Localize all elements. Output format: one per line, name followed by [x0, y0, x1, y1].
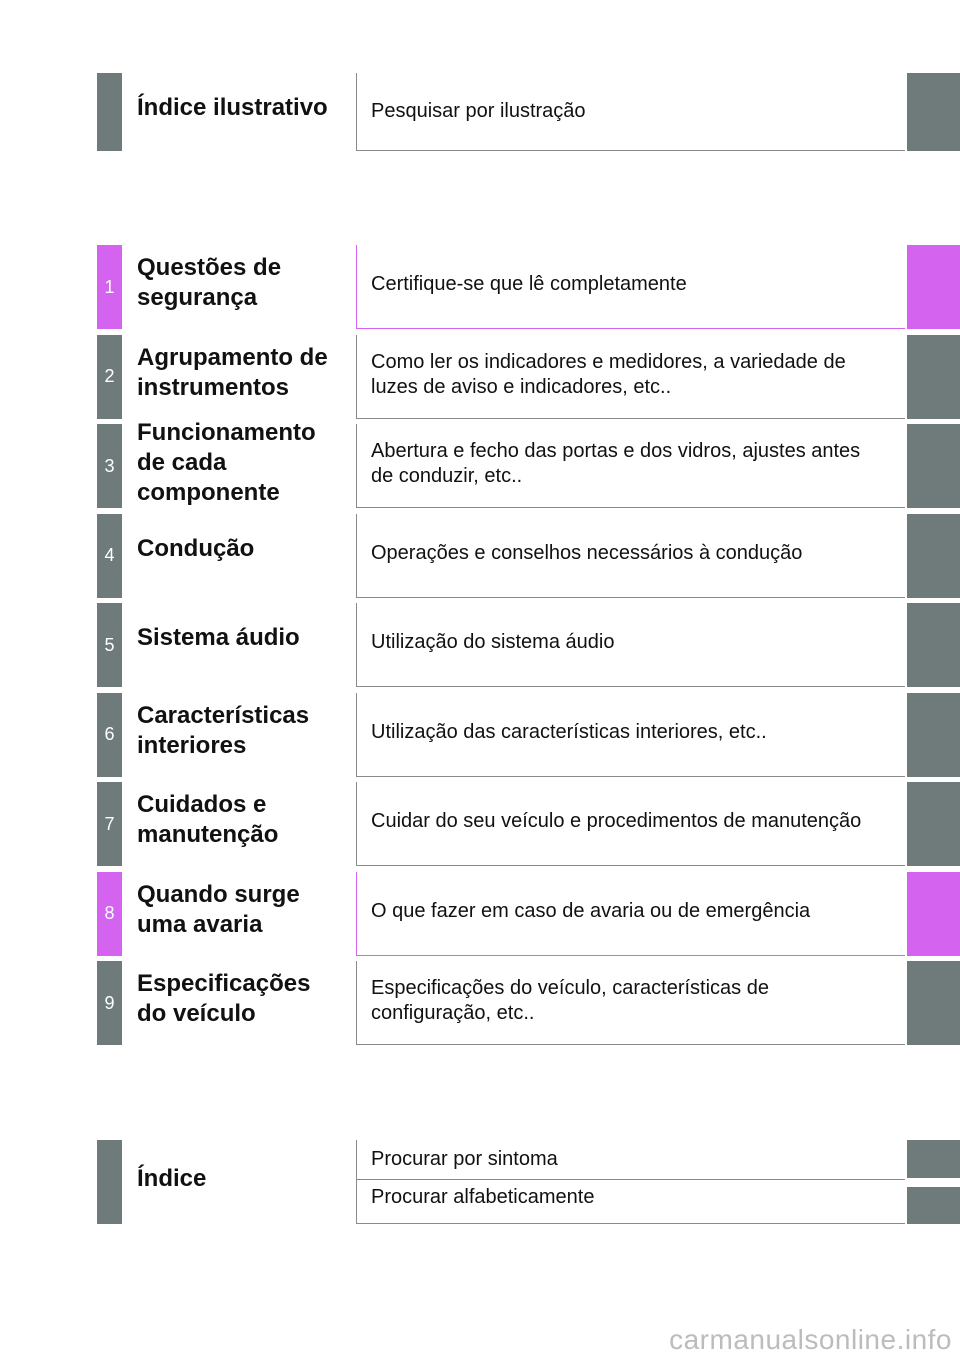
chapter-title-line: do veículo [137, 1000, 256, 1027]
chapter-description-line: Utilização das características interiores, etc.. [371, 720, 767, 743]
chapter-number: 3 [97, 424, 122, 508]
illustrated-index-marker [97, 73, 122, 151]
watermark: carmanualsonline.info [669, 1324, 952, 1355]
chapter-title [137, 253, 347, 313]
chapter-tab-5[interactable] [907, 603, 960, 687]
chapter-number: 4 [97, 514, 122, 598]
chapter-title [137, 534, 347, 564]
chapter-description-box [356, 782, 905, 866]
chapter-description-line: Cuidar do seu veículo e procedimentos de manutenção [371, 810, 862, 832]
illustrated-index-row[interactable] [0, 73, 960, 151]
chapter-description-line: Especificações do veículo, características de [371, 977, 769, 999]
chapter-description [371, 541, 903, 566]
chapter-row-9[interactable] [0, 961, 960, 1045]
chapter-title-line: Sistema áudio [137, 624, 300, 651]
index-row [0, 1140, 960, 1224]
chapter-tab-7[interactable] [907, 782, 960, 866]
chapter-title-line: Questões de [137, 254, 282, 281]
chapter-description [371, 439, 903, 489]
chapter-row-3[interactable] [0, 419, 960, 508]
chapter-description-box [356, 961, 905, 1045]
chapter-row-4[interactable] [0, 514, 960, 598]
index-marker [97, 1140, 122, 1224]
chapter-title-line: componente [137, 479, 280, 506]
chapter-description [371, 809, 903, 834]
chapter-title [137, 880, 347, 940]
index-tab-alphabetical[interactable] [907, 1187, 960, 1224]
chapter-title [137, 701, 347, 761]
chapter-row-8[interactable] [0, 872, 960, 956]
chapter-title [137, 790, 347, 850]
chapter-description-box [356, 245, 905, 329]
chapter-description-line: Operações e conselhos necessários à condução [371, 541, 803, 564]
chapter-title [137, 343, 347, 403]
index-item-symptom-label: Procurar por sintoma [371, 1148, 558, 1170]
chapter-tab-8[interactable] [907, 872, 960, 956]
chapter-description [371, 350, 903, 400]
chapter-description [371, 630, 903, 655]
chapter-description-box [356, 693, 905, 777]
chapter-number: 9 [97, 961, 122, 1045]
chapter-number: 5 [97, 603, 122, 687]
chapter-description-line: Abertura e fecho das portas e dos vidros, ajustes antes [371, 440, 861, 462]
index-tab-symptom[interactable] [907, 1140, 960, 1178]
illustrated-index-description: Pesquisar por ilustração [371, 100, 586, 122]
illustrated-index-tab[interactable] [907, 73, 960, 151]
chapter-tab-1[interactable] [907, 245, 960, 329]
chapter-description [371, 976, 903, 1026]
chapter-title [137, 418, 347, 508]
chapter-title-line: Quando surge [137, 880, 300, 908]
chapter-description-line: Certifique-se que lê completamente [371, 273, 687, 295]
chapter-description-box [356, 335, 905, 419]
chapter-description-box [356, 603, 905, 687]
chapter-title [137, 623, 347, 653]
chapter-title-line: manutenção [137, 821, 279, 848]
chapter-description-box [356, 424, 905, 508]
chapter-description-line: Como ler os indicadores e medidores, a variedade de [371, 350, 846, 373]
chapter-number: 8 [97, 872, 122, 956]
chapter-title-line: Funcionamento [137, 419, 316, 446]
chapter-description-line: O que fazer em caso de avaria ou de emergência [371, 899, 811, 922]
chapter-title-line: interiores [137, 731, 247, 759]
chapter-number: 1 [97, 245, 122, 329]
chapter-description [371, 720, 903, 745]
index-item-alphabetical[interactable] [356, 1180, 905, 1224]
chapter-description-line: de conduzir, etc.. [371, 465, 523, 487]
chapter-row-6[interactable] [0, 693, 960, 777]
chapter-description [371, 272, 903, 297]
index-item-alphabetical-label: Procurar alfabeticamente [371, 1186, 595, 1208]
chapter-number: 7 [97, 782, 122, 866]
illustrated-index-title: Índice ilustrativo [137, 94, 328, 121]
chapter-row-5[interactable] [0, 603, 960, 687]
chapter-number: 6 [97, 693, 122, 777]
chapter-title-line: Cuidados e [137, 791, 267, 818]
chapter-title [137, 969, 347, 1029]
chapter-tab-4[interactable] [907, 514, 960, 598]
chapter-title-line: de cada [137, 449, 227, 476]
chapter-title-line: Especificações [137, 970, 311, 997]
index-title: Índice [137, 1165, 207, 1192]
chapter-description [371, 899, 903, 924]
illustrated-index-description-box [356, 73, 905, 151]
chapter-title-line: segurança [137, 284, 258, 311]
chapter-tab-3[interactable] [907, 424, 960, 508]
chapter-tab-9[interactable] [907, 961, 960, 1045]
chapter-title-line: Condução [137, 534, 255, 562]
index-item-symptom[interactable] [356, 1140, 905, 1180]
chapter-title-line: uma avaria [137, 910, 263, 938]
chapter-tab-6[interactable] [907, 693, 960, 777]
chapter-title-line: Características [137, 701, 310, 729]
chapter-title-line: Agrupamento de [137, 343, 328, 371]
chapter-row-1[interactable] [0, 245, 960, 329]
chapter-row-2[interactable] [0, 335, 960, 419]
chapter-description-line: Utilização do sistema áudio [371, 631, 615, 653]
chapter-title-line: instrumentos [137, 373, 290, 401]
chapter-description-box [356, 872, 905, 956]
chapter-description-box [356, 514, 905, 598]
chapter-number: 2 [97, 335, 122, 419]
chapter-description-line: configuração, etc.. [371, 1002, 535, 1024]
chapter-description-line: luzes de aviso e indicadores, etc.. [371, 375, 672, 398]
chapter-row-7[interactable] [0, 782, 960, 866]
chapter-tab-2[interactable] [907, 335, 960, 419]
